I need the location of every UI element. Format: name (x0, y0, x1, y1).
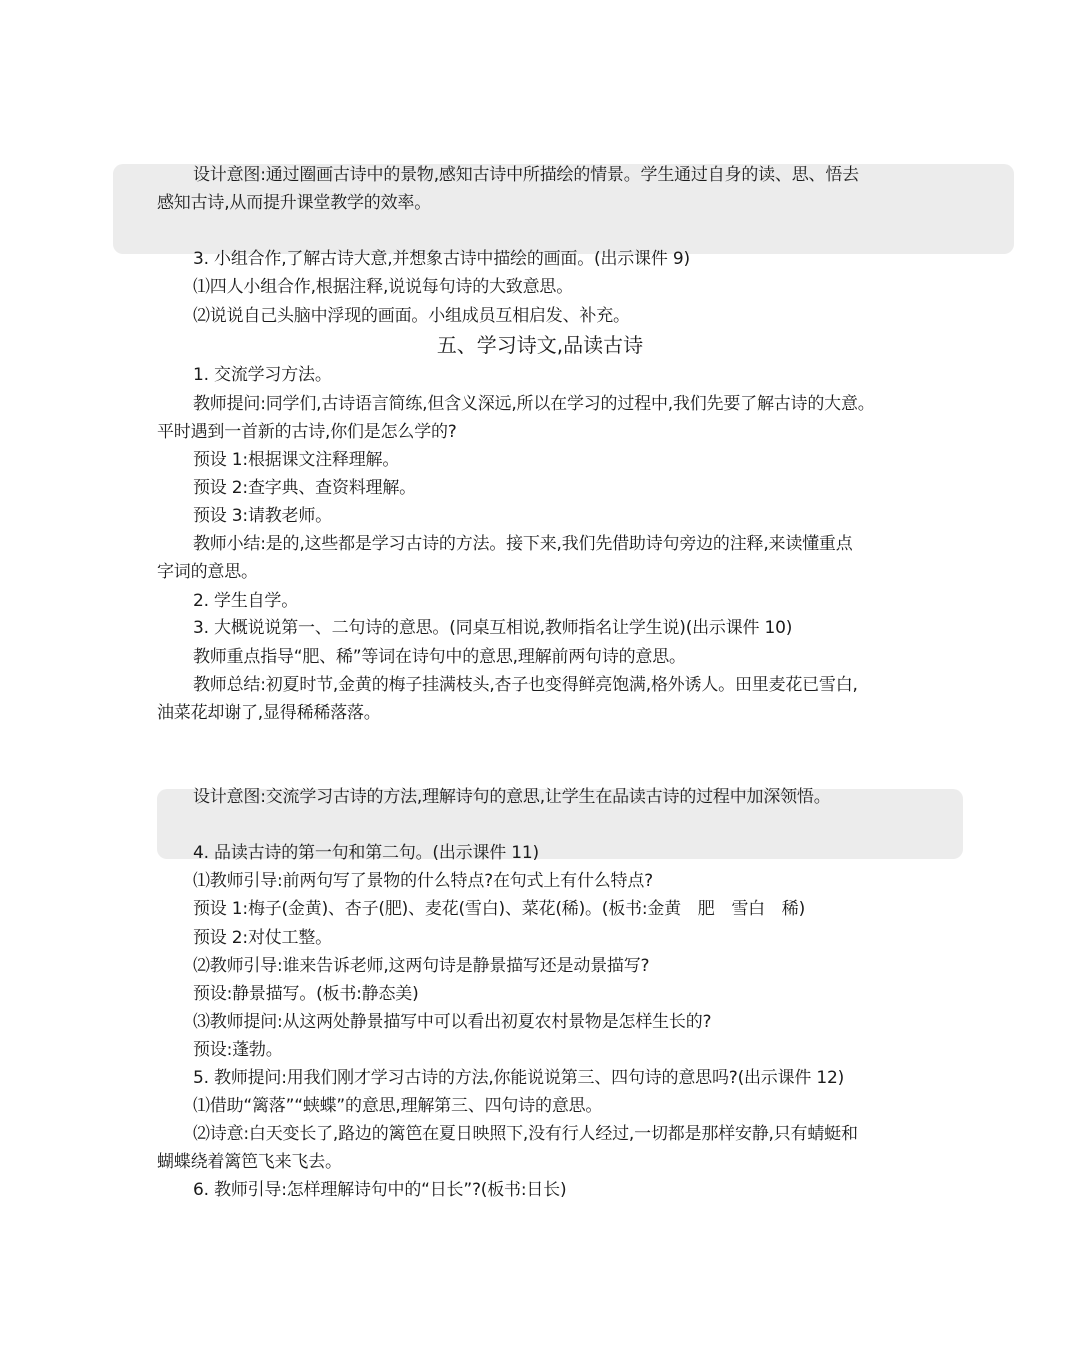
paragraph: 预设:蓬勃。 (193, 1040, 283, 1060)
paragraph: ⑵教师引导:谁来告诉老师,这两句诗是静景描写还是动景描写? (193, 956, 650, 976)
paragraph: 3. 大概说说第一、二句诗的意思。(同桌互相说,教师指名让学生说)(出示课件 10) (193, 618, 793, 638)
paragraph: 油菜花却谢了,显得稀稀落落。 (157, 703, 381, 723)
section-heading: 五、学习诗文,品读古诗 (436, 333, 644, 357)
paragraph: ⑴教师引导:前两句写了景物的什么特点?在句式上有什么特点? (193, 871, 653, 891)
paragraph: 预设 3:请教老师。 (193, 506, 332, 526)
paragraph: 教师提问:同学们,古诗语言简练,但含义深远,所以在学习的过程中,我们先要了解古诗的大意。 (193, 394, 875, 414)
paragraph: 字词的意思。 (157, 562, 258, 582)
paragraph: 6. 教师引导:怎样理解诗句中的“日长”?(板书:日长) (193, 1180, 567, 1200)
paragraph: 教师小结:是的,这些都是学习古诗的方法。接下来,我们先借助诗句旁边的注释,来读懂重点 (193, 534, 853, 554)
paragraph: 5. 教师提问:用我们刚才学习古诗的方法,你能说说第三、四句诗的意思吗?(出示课件 12) (193, 1068, 845, 1088)
paragraph: 4. 品读古诗的第一句和第二句。(出示课件 11) (193, 843, 539, 863)
paragraph: 2. 学生自学。 (193, 591, 299, 611)
paragraph: 预设 2:查字典、查资料理解。 (193, 478, 416, 498)
paragraph: 3. 小组合作,了解古诗大意,并想象古诗中描绘的画面。(出示课件 9) (193, 249, 690, 269)
paragraph: 预设 1:根据课文注释理解。 (193, 450, 400, 470)
paragraph: 蝴蝶绕着篱笆飞来飞去。 (157, 1152, 342, 1172)
paragraph: ⑴借助“篱落”“蛱蝶”的意思,理解第三、四句诗的意思。 (193, 1096, 603, 1116)
paragraph: 1. 交流学习方法。 (193, 365, 332, 385)
paragraph: 预设 1:梅子(金黄)、杏子(肥)、麦花(雪白)、菜花(稀)。(板书:金黄 肥 雪白 稀) (193, 899, 805, 919)
paragraph: ⑴四人小组合作,根据注释,说说每句诗的大致意思。 (193, 277, 574, 297)
paragraph: ⑵说说自己头脑中浮现的画面。小组成员互相启发、补充。 (193, 306, 630, 326)
design-intent-2-line-1: 设计意图:交流学习古诗的方法,理解诗句的意思,让学生在品读古诗的过程中加深领悟。 (193, 787, 831, 807)
paragraph: 教师总结:初夏时节,金黄的梅子挂满枝头,杏子也变得鲜亮饱满,格外诱人。田里麦花已雪白, (193, 675, 858, 695)
paragraph: 平时遇到一首新的古诗,你们是怎么学的? (157, 422, 457, 442)
design-intent-1-line-1: 设计意图:通过圈画古诗中的景物,感知古诗中所描绘的情景。学生通过自身的读、思、悟去 (193, 165, 859, 185)
paragraph: 教师重点指导“肥、稀”等词在诗句中的意思,理解前两句诗的意思。 (193, 647, 686, 667)
design-intent-1-line-2: 感知古诗,从而提升课堂教学的效率。 (157, 193, 432, 213)
paragraph: 预设 2:对仗工整。 (193, 928, 332, 948)
paragraph: 预设:静景描写。(板书:静态美) (193, 984, 419, 1004)
paragraph: ⑶教师提问:从这两处静景描写中可以看出初夏农村景物是怎样生长的? (193, 1012, 712, 1032)
paragraph: ⑵诗意:白天变长了,路边的篱笆在夏日映照下,没有行人经过,一切都是那样安静,只有蜻蜓和 (193, 1124, 858, 1144)
